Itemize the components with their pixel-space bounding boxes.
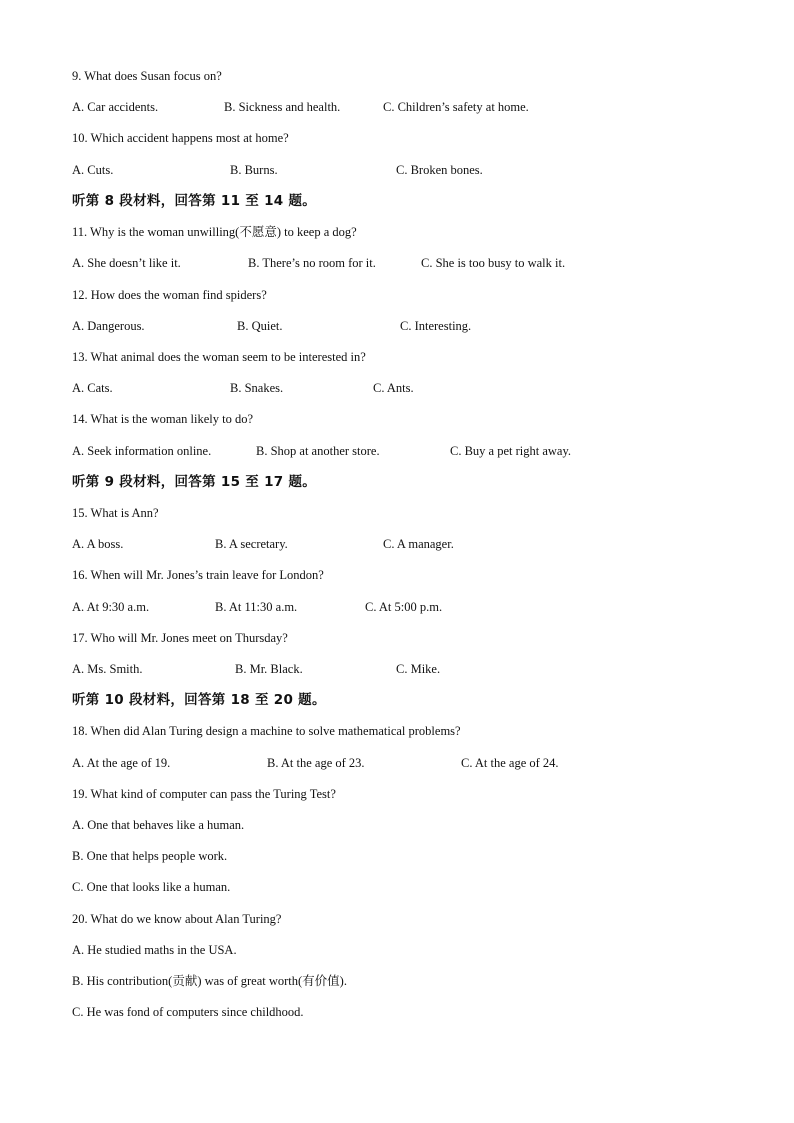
q12-option-a: A. Dangerous. xyxy=(72,319,145,333)
q16-option-a: A. At 9:30 a.m. xyxy=(72,600,150,614)
question-17: 17. Who will Mr. Jones meet on Thursday? xyxy=(72,631,288,645)
q20-option-a: A. He studied maths in the USA. xyxy=(72,943,237,957)
question-10: 10. Which accident happens most at home? xyxy=(72,131,289,145)
q13-option-c: C. Ants. xyxy=(373,381,414,395)
q9-option-a: A. Car accidents. xyxy=(72,100,159,114)
q19-option-c: C. One that looks like a human. xyxy=(72,880,231,894)
q18-option-b: B. At the age of 23. xyxy=(267,756,365,770)
question-11: 11. Why is the woman unwilling(不愿意) to keep a dog? xyxy=(72,225,357,239)
q15-option-a: A. A boss. xyxy=(72,537,124,551)
q11-option-c: C. She is too busy to walk it. xyxy=(421,256,566,270)
question-9: 9. What does Susan focus on? xyxy=(72,69,222,83)
q18-option-a: A. At the age of 19. xyxy=(72,756,171,770)
q10-option-b: B. Burns. xyxy=(230,163,278,177)
section-heading-9: 听第 9 段材料，回答第 15 至 17 题。 xyxy=(72,474,317,490)
q15-option-b: B. A secretary. xyxy=(215,537,288,551)
question-12: 12. How does the woman find spiders? xyxy=(72,288,267,302)
q19-option-a: A. One that behaves like a human. xyxy=(72,818,245,832)
section-heading-10: 听第 10 段材料，回答第 18 至 20 题。 xyxy=(72,692,326,708)
q10-option-a: A. Cuts. xyxy=(72,163,114,177)
question-15: 15. What is Ann? xyxy=(72,506,159,520)
q11-option-a: A. She doesn’t like it. xyxy=(72,256,181,270)
q20-option-b: B. His contribution(贡献) was of great worth(有价值). xyxy=(72,974,347,988)
q16-option-b: B. At 11:30 a.m. xyxy=(215,600,298,614)
q14-option-b: B. Shop at another store. xyxy=(256,444,380,458)
q16-option-c: C. At 5:00 p.m. xyxy=(365,600,443,614)
q13-option-a: A. Cats. xyxy=(72,381,113,395)
section-heading-8: 听第 8 段材料，回答第 11 至 14 题。 xyxy=(72,193,317,209)
q9-option-b: B. Sickness and health. xyxy=(224,100,341,114)
q14-option-a: A. Seek information online. xyxy=(72,444,212,458)
question-16: 16. When will Mr. Jones’s train leave for London? xyxy=(72,568,324,582)
q17-option-c: C. Mike. xyxy=(396,662,441,676)
q18-option-c: C. At the age of 24. xyxy=(461,756,559,770)
q14-option-c: C. Buy a pet right away. xyxy=(450,444,572,458)
question-14: 14. What is the woman likely to do? xyxy=(72,412,253,426)
q12-option-b: B. Quiet. xyxy=(237,319,283,333)
question-18: 18. When did Alan Turing design a machine to solve mathematical problems? xyxy=(72,724,461,738)
q9-option-c: C. Children’s safety at home. xyxy=(383,100,529,114)
question-19: 19. What kind of computer can pass the Turing Test? xyxy=(72,787,336,801)
q17-option-b: B. Mr. Black. xyxy=(235,662,303,676)
q19-option-b: B. One that helps people work. xyxy=(72,849,228,863)
q20-option-c: C. He was fond of computers since childhood. xyxy=(72,1005,304,1019)
question-13: 13. What animal does the woman seem to be interested in? xyxy=(72,350,366,364)
q15-option-c: C. A manager. xyxy=(383,537,454,551)
q11-option-b: B. There’s no room for it. xyxy=(248,256,376,270)
q17-option-a: A. Ms. Smith. xyxy=(72,662,143,676)
q10-option-c: C. Broken bones. xyxy=(396,163,483,177)
q12-option-c: C. Interesting. xyxy=(400,319,472,333)
q13-option-b: B. Snakes. xyxy=(230,381,284,395)
question-20: 20. What do we know about Alan Turing? xyxy=(72,912,282,926)
